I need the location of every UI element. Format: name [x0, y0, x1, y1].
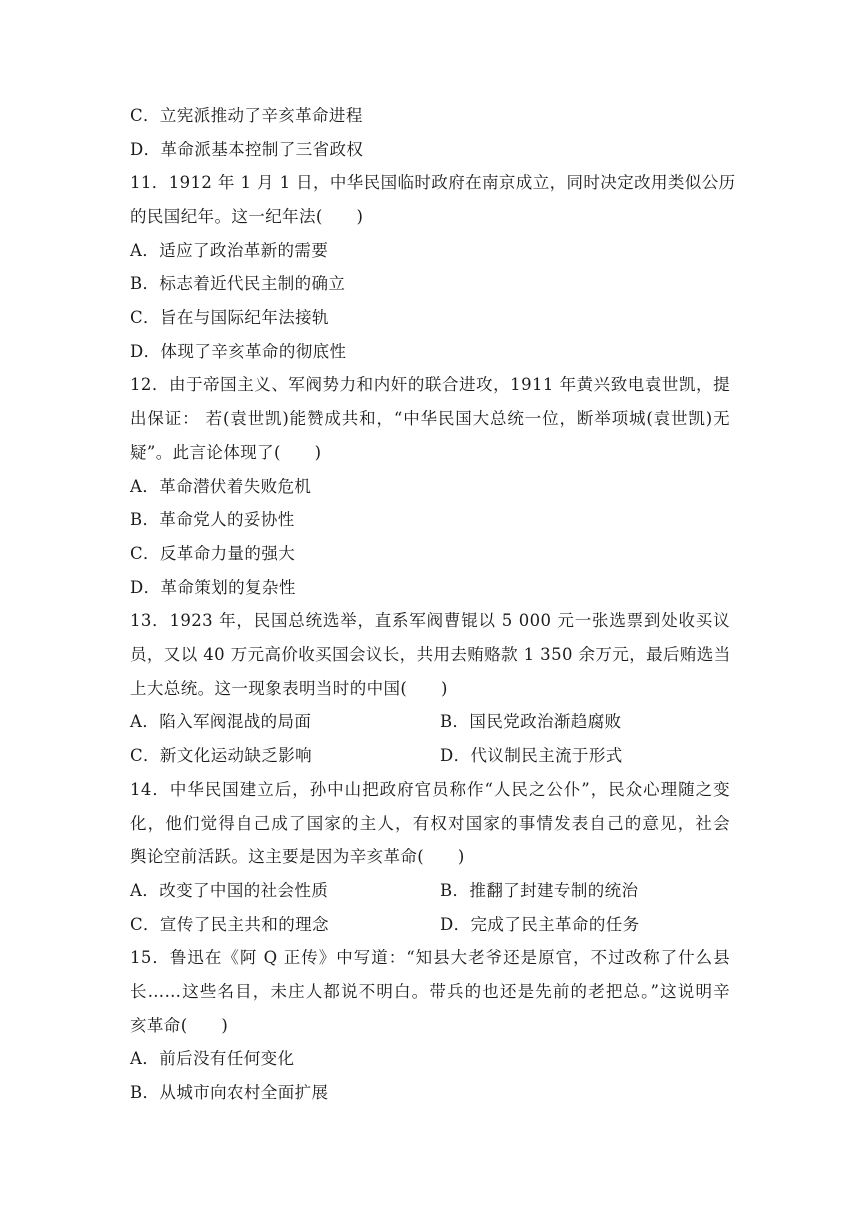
q12-stem-line-2: 出保证： 若(袁世凯)能赞成共和，“中华民国大总统一位，断举项城(袁世凯)无 [130, 409, 730, 428]
q11-option-d: D．体现了辛亥革命的彻底性 [130, 342, 347, 361]
q11-option-c: C．旨在与国际纪年法接轨 [130, 308, 329, 327]
q14-stem-line-3: 舆论空前活跃。这主要是因为辛亥革命( ) [130, 847, 465, 866]
q15-stem-line-2: 长……这些名目，未庄人都说不明白。带兵的也还是先前的老把总。”这说明辛 [130, 982, 730, 1001]
q10-option-d: D．革命派基本控制了三省政权 [130, 140, 364, 159]
q13-option-d: D．代议制民主流于形式 [440, 746, 623, 765]
q12-stem-line-3: 疑”。此言论体现了( ) [130, 443, 322, 462]
q15-stem-line-3: 亥革命( ) [130, 1016, 229, 1035]
q13-stem-line-2: 员，又以 40 万元高价收买国会议长，共用去贿赂款 1 350 余万元，最后贿选当 [130, 645, 731, 664]
q15-option-a: A．前后没有任何变化 [130, 1049, 295, 1068]
q14-option-c: C．宣传了民主共和的理念 [130, 915, 329, 934]
q12-option-d: D．革命策划的复杂性 [130, 578, 296, 597]
q12-option-a: A．革命潜伏着失败危机 [130, 477, 312, 496]
q13-stem-line-3: 上大总统。这一现象表明当时的中国( ) [130, 679, 448, 698]
q15-option-b: B．从城市向农村全面扩展 [130, 1083, 329, 1102]
q11-option-a: A．适应了政治革新的需要 [130, 241, 329, 260]
q13-option-a: A．陷入军阀混战的局面 [130, 712, 312, 731]
q14-option-b: B．推翻了封建专制的统治 [440, 881, 639, 900]
q12-option-c: C．反革命力量的强大 [130, 544, 296, 563]
q14-stem-line-1: 14．中华民国建立后，孙中山把政府官员称作“人民之公仆”，民众心理随之变 [130, 780, 730, 799]
q15-stem-line-1: 15．鲁迅在《阿 Q 正传》中写道：“知县大老爷还是原官，不过改称了什么县 [130, 948, 730, 967]
q14-stem-line-2: 化，他们觉得自己成了国家的主人，有权对国家的事情发表自己的意见，社会 [130, 814, 730, 833]
q13-option-b: B．国民党政治渐趋腐败 [440, 712, 622, 731]
q11-stem-line-1: 11．1912 年 1 月 1 日，中华民国临时政府在南京成立，同时决定改用类似公历 [130, 173, 736, 192]
q12-option-b: B．革命党人的妥协性 [130, 510, 295, 529]
q11-stem-line-2: 的民国纪年。这一纪年法( ) [130, 207, 364, 226]
q11-option-b: B．标志着近代民主制的确立 [130, 274, 346, 293]
q13-option-c: C．新文化运动缺乏影响 [130, 746, 313, 765]
q14-option-a: A．改变了中国的社会性质 [130, 881, 329, 900]
q12-stem-line-1: 12．由于帝国主义、军阀势力和内奸的联合进攻，1911 年黄兴致电袁世凯，提 [130, 375, 730, 394]
q13-stem-line-1: 13．1923 年，民国总统选举，直系军阀曹锟以 5 000 元一张选票到处收买议 [130, 611, 730, 630]
q10-option-c: C．立宪派推动了辛亥革命进程 [130, 106, 363, 125]
q14-option-d: D．完成了民主革命的任务 [440, 915, 640, 934]
